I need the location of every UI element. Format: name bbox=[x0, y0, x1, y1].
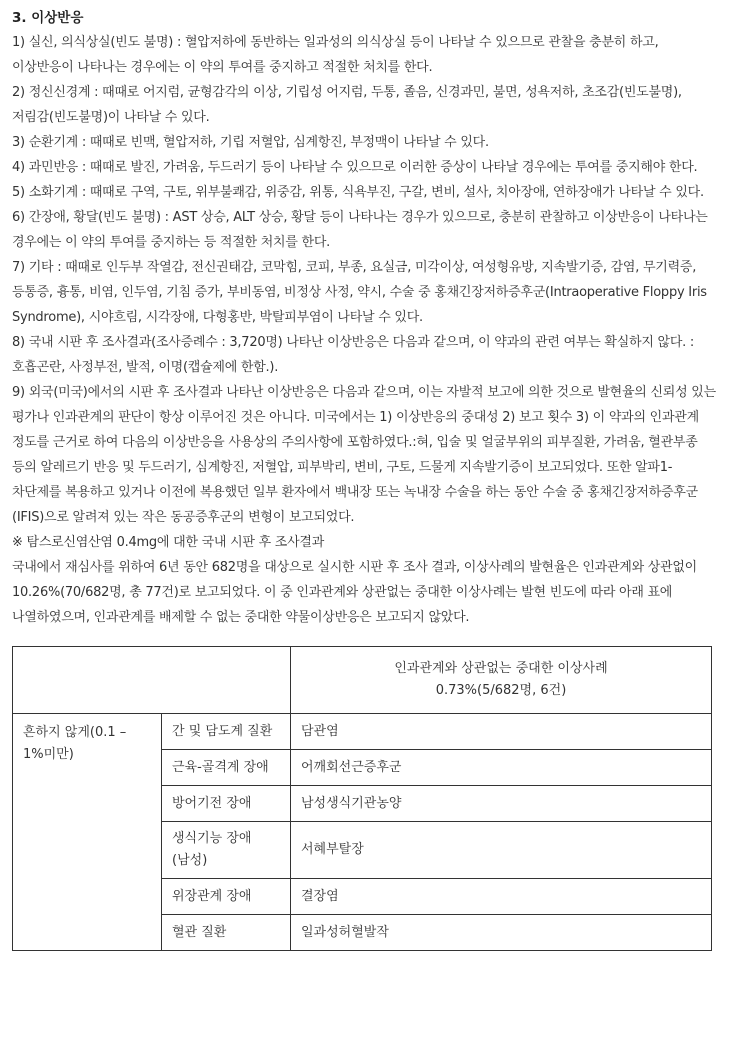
category-cell: 혈관 질환 bbox=[162, 915, 291, 951]
paragraph-domestic-pms: 8) 국내 시판 후 조사결과(조사증례수 : 3,720명) 나타난 이상반응은 다음과 같으며, 이 약과의 관련 여부는 확실하지 않다. : 호흡곤란, 사정부전, 발적, 이명(캡슐제에 한함.). bbox=[12, 335, 695, 375]
paragraph-reexamination: 국내에서 재심사를 위하여 6년 동안 682명을 대상으로 실시한 시판 후 조사 결과, 이상사례의 발현율은 인과관계와 상관없이 10.26%(70/682명, 총 77건)로 보고되었다. 이 중 인과관계와 상관없는 중대한 이상사례는 발현 빈도에 따라 아래 표에 나열하였으며, 인과관계를 배제할 수 없는 중대한 약물이상반응은 보고되지 않았다. bbox=[12, 560, 697, 625]
category-cell: 방어기전 장애 bbox=[162, 786, 291, 822]
table-header-empty-cell bbox=[162, 647, 291, 714]
paragraph-neuro: 2) 정신신경계 : 때때로 어지럼, 균형감각의 이상, 기립성 어지럼, 두통, 졸음, 신경과민, 불면, 성욕저하, 초조감(빈도불명), 저림감(빈도불명)이 나타날 수 있다. bbox=[12, 85, 682, 125]
paragraph-tamsulosin-note: ※ 탐스로신염산염 0.4mg에 대한 국내 시판 후 조사결과 bbox=[12, 535, 325, 550]
adverse-event-table bbox=[12, 646, 712, 951]
event-cell: 어깨회선근증후군 bbox=[291, 750, 712, 786]
category-cell: 근육-골격계 장애 bbox=[162, 750, 291, 786]
table-header-rate: 0.73%(5/682명, 6건) bbox=[435, 683, 567, 698]
table-header-title: 인과관계와 상관없는 중대한 이상사례 bbox=[394, 661, 608, 676]
event-cell: 남성생식기관농양 bbox=[291, 786, 712, 822]
event-cell: 일과성허혈발작 bbox=[291, 915, 712, 951]
paragraph-foreign-pms: 9) 외국(미국)에서의 시판 후 조사결과 나타난 이상반응은 다음과 같으며, 이는 자발적 보고에 의한 것으로 발현율의 신뢰성 있는 평가나 인과관계의 판단이 항상 이루어진 것은 아니다. 미국에서는 1) 이상반응의 중대성 2) 보고 횟수 3) 이 약과의 인과관계 정도를 근거로 하여 다음의 이상반응을 사용상의 주의사항에 포함하였다.:혀, 입술 및 얼굴부위의 피부질환, 가려움, 혈관부종 등의 알레르기 반응 및 두드러기, 심계항진, 저혈압, 피부박리, 변비, 구토, 드물게 지속발기증이 보고되었다. 또한 알파1-차단제를 복용하고 있거나 이전에 복용했던 일부 환자에서 백내장 또는 녹내장 수술을 하는 동안 수술 중 홍채긴장저하증후군(IFIS)으로 알려져 있는 작은 동공증후군의 변형이 보고되었다. bbox=[12, 385, 716, 525]
table-header-row bbox=[13, 647, 712, 714]
paragraph-liver: 6) 간장애, 황달(빈도 불명) : AST 상승, ALT 상승, 황달 등이 나타나는 경우가 있으므로, 충분히 관찰하고 이상반응이 나타나는 경우에는 이 약의 투여를 중지하는 등 적절한 처치를 한다. bbox=[12, 210, 708, 250]
frequency-cell: 흔하지 않게(0.1 – 1%미만) bbox=[13, 714, 162, 951]
table-header-cell bbox=[291, 647, 712, 714]
event-cell: 담관염 bbox=[291, 714, 712, 750]
category-cell: 간 및 담도계 질환 bbox=[162, 714, 291, 750]
paragraph-hypersensitivity: 4) 과민반응 : 때때로 발진, 가려움, 두드러기 등이 나타날 수 있으므로 이러한 증상이 나타날 경우에는 투여를 중지해야 한다. bbox=[12, 160, 698, 175]
table-header-empty-cell bbox=[13, 647, 162, 714]
event-cell: 서혜부탈장 bbox=[291, 822, 712, 879]
paragraph-syncope: 1) 실신, 의식상실(빈도 불명) : 혈압저하에 동반하는 일과성의 의식상실 등이 나타날 수 있으므로 관찰을 충분히 하고, 이상반응이 나타나는 경우에는 이 약의 투여를 중지하고 적절한 처치를 한다. bbox=[12, 35, 659, 75]
event-cell: 결장염 bbox=[291, 879, 712, 915]
table-row bbox=[13, 714, 712, 750]
section-title: 3. 이상반응 bbox=[12, 10, 84, 26]
paragraph-digestive: 5) 소화기계 : 때때로 구역, 구토, 위부불쾌감, 위중감, 위통, 식욕부진, 구갈, 변비, 설사, 치아장애, 연하장애가 나타날 수 있다. bbox=[12, 185, 704, 200]
paragraph-circulatory: 3) 순환기계 : 때때로 빈맥, 혈압저하, 기립 저혈압, 심계항진, 부정맥이 나타날 수 있다. bbox=[12, 135, 489, 150]
paragraph-other: 7) 기타 : 때때로 인두부 작열감, 전신권태감, 코막힘, 코피, 부종, 요실금, 미각이상, 여성형유방, 지속발기증, 감염, 무기력증, 등통증, 흉통, 비염, 인두염, 기침 증가, 부비동염, 비정상 사정, 약시, 수술 중 홍채긴장저하증후군(Intraoperative Floppy Iris Syndrome), 시야흐림, 시각장애, 다형홍반, 박탈피부염이 나타날 수 있다. bbox=[12, 260, 707, 325]
category-cell: 위장관계 장애 bbox=[162, 879, 291, 915]
category-cell: 생식기능 장애(남성) bbox=[162, 822, 291, 879]
